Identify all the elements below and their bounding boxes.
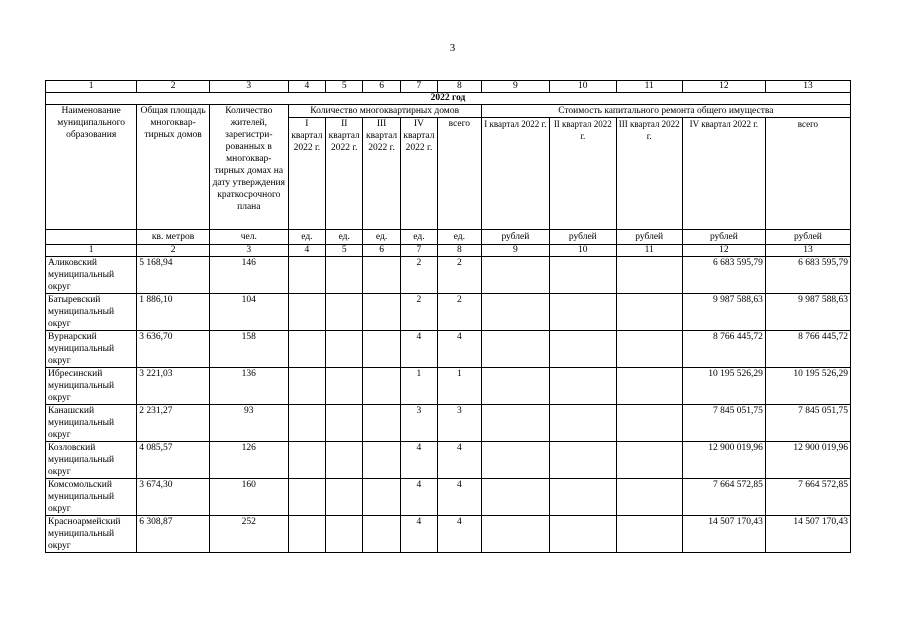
count-q1-cell (288, 331, 325, 368)
count-total-cell: 4 (438, 331, 482, 368)
cost-total-cell: 10 195 526,29 (765, 368, 850, 405)
unit-cell: рублей (481, 230, 549, 245)
count-q1-cell (288, 516, 325, 553)
column-number: 1 (46, 245, 137, 257)
municipality-name: Вурнарский муниципальный округ (46, 331, 137, 368)
cost-q2-cell (550, 331, 616, 368)
area-cell: 1 886,10 (137, 294, 210, 331)
area-cell: 3 674,30 (137, 479, 210, 516)
column-number: 7 (400, 245, 437, 257)
count-total-cell: 4 (438, 516, 482, 553)
cost-q3-cell (616, 257, 682, 294)
cost-q1-cell (481, 368, 549, 405)
cost-q3-cell (616, 516, 682, 553)
header-cost-col: II квартал 2022 г. (550, 118, 616, 230)
header-area: Общая площадь многоквар-тирных домов (137, 105, 210, 230)
header-cost-col: I квартал 2022 г. (481, 118, 549, 230)
unit-cell: рублей (682, 230, 765, 245)
municipality-name: Аликовский муниципальный округ (46, 257, 137, 294)
residents-cell: 252 (209, 516, 288, 553)
cost-q3-cell (616, 442, 682, 479)
column-number: 4 (288, 81, 325, 93)
unit-cell: чел. (209, 230, 288, 245)
column-number: 12 (682, 245, 765, 257)
column-number-row (46, 81, 851, 93)
unit-cell: ед. (363, 230, 400, 245)
municipality-name: Красноармейский муниципальный округ (46, 516, 137, 553)
count-q3-cell (363, 442, 400, 479)
residents-cell: 136 (209, 368, 288, 405)
count-q4-cell: 3 (400, 405, 437, 442)
residents-cell: 158 (209, 331, 288, 368)
count-q1-cell (288, 479, 325, 516)
header-cost-col: III квартал 2022 г. (616, 118, 682, 230)
residents-cell: 93 (209, 405, 288, 442)
area-cell: 3 221,03 (137, 368, 210, 405)
column-number: 6 (363, 81, 400, 93)
column-number: 10 (550, 245, 616, 257)
column-number: 13 (765, 81, 850, 93)
table-row (46, 368, 851, 405)
cost-q4-cell: 12 900 019,96 (682, 442, 765, 479)
cost-q1-cell (481, 516, 549, 553)
count-total-cell: 2 (438, 294, 482, 331)
cost-q3-cell (616, 479, 682, 516)
count-q4-cell: 4 (400, 479, 437, 516)
count-total-cell: 4 (438, 479, 482, 516)
count-q2-cell (326, 479, 363, 516)
header-count-col: IV квартал 2022 г. (400, 118, 437, 230)
cost-total-cell: 14 507 170,43 (765, 516, 850, 553)
column-number: 9 (481, 81, 549, 93)
header-cost-col: всего (765, 118, 850, 230)
header-count-group: Количество многоквартирных домов (288, 105, 481, 118)
cost-q4-cell: 6 683 595,79 (682, 257, 765, 294)
count-q1-cell (288, 257, 325, 294)
count-q4-cell: 2 (400, 294, 437, 331)
count-q2-cell (326, 368, 363, 405)
residents-cell: 126 (209, 442, 288, 479)
municipality-name: Канашский муниципальный округ (46, 405, 137, 442)
count-q4-cell: 2 (400, 257, 437, 294)
year-label: 2022 год (46, 93, 851, 105)
header-cost-group: Стоимость капитального ремонта общего имущества (481, 105, 850, 118)
residents-cell: 160 (209, 479, 288, 516)
header-count-col: III квартал 2022 г. (363, 118, 400, 230)
cost-total-cell: 12 900 019,96 (765, 442, 850, 479)
count-q2-cell (326, 442, 363, 479)
count-total-cell: 3 (438, 405, 482, 442)
cost-q4-cell: 10 195 526,29 (682, 368, 765, 405)
unit-cell: ед. (288, 230, 325, 245)
header-row-group (46, 105, 851, 118)
area-cell: 5 168,94 (137, 257, 210, 294)
cost-total-cell: 8 766 445,72 (765, 331, 850, 368)
unit-cell: ед. (326, 230, 363, 245)
count-q4-cell: 4 (400, 331, 437, 368)
column-number: 1 (46, 81, 137, 93)
cost-q1-cell (481, 257, 549, 294)
area-cell: 6 308,87 (137, 516, 210, 553)
column-number: 4 (288, 245, 325, 257)
count-q3-cell (363, 368, 400, 405)
column-number: 10 (550, 81, 616, 93)
count-q3-cell (363, 257, 400, 294)
table-row (46, 294, 851, 331)
column-number: 13 (765, 245, 850, 257)
column-number: 5 (326, 245, 363, 257)
column-number-row-2 (46, 245, 851, 257)
count-q2-cell (326, 331, 363, 368)
count-q2-cell (326, 405, 363, 442)
page-number: 3 (449, 42, 456, 54)
header-cost-col: IV квартал 2022 г. (682, 118, 765, 230)
column-number: 6 (363, 245, 400, 257)
column-number: 3 (209, 81, 288, 93)
count-q3-cell (363, 516, 400, 553)
cost-q4-cell: 9 987 588,63 (682, 294, 765, 331)
cost-q2-cell (550, 479, 616, 516)
cost-q2-cell (550, 516, 616, 553)
unit-cell: рублей (550, 230, 616, 245)
area-cell: 4 085,57 (137, 442, 210, 479)
cost-total-cell: 6 683 595,79 (765, 257, 850, 294)
unit-cell: кв. метров (137, 230, 210, 245)
count-q4-cell: 4 (400, 442, 437, 479)
municipality-name: Козловский муниципальный округ (46, 442, 137, 479)
header-count-col: всего (438, 118, 482, 230)
count-q3-cell (363, 405, 400, 442)
cost-total-cell: 7 664 572,85 (765, 479, 850, 516)
cost-q1-cell (481, 479, 549, 516)
column-number: 9 (481, 245, 549, 257)
column-number: 2 (137, 245, 210, 257)
cost-q3-cell (616, 368, 682, 405)
unit-cell (46, 230, 137, 245)
count-q2-cell (326, 516, 363, 553)
header-count-col: I квартал 2022 г. (288, 118, 325, 230)
count-total-cell: 2 (438, 257, 482, 294)
cost-q2-cell (550, 405, 616, 442)
municipality-name: Батыревский муниципальный округ (46, 294, 137, 331)
column-number: 8 (438, 81, 482, 93)
area-cell: 3 636,70 (137, 331, 210, 368)
count-q1-cell (288, 405, 325, 442)
cost-total-cell: 7 845 051,75 (765, 405, 850, 442)
unit-cell: рублей (765, 230, 850, 245)
municipality-name: Комсомольский муниципальный округ (46, 479, 137, 516)
unit-cell: ед. (438, 230, 482, 245)
cost-q1-cell (481, 331, 549, 368)
unit-cell: ед. (400, 230, 437, 245)
unit-cell: рублей (616, 230, 682, 245)
table-row (46, 442, 851, 479)
cost-q1-cell (481, 442, 549, 479)
count-q3-cell (363, 294, 400, 331)
column-number: 2 (137, 81, 210, 93)
units-row (46, 230, 851, 245)
cost-q4-cell: 7 664 572,85 (682, 479, 765, 516)
municipality-name: Ибресинский муниципальный округ (46, 368, 137, 405)
count-q3-cell (363, 479, 400, 516)
count-q2-cell (326, 294, 363, 331)
header-residents: Количество жителей, зарегистри-рованных в многоквар-тирных домах на дату утверждения краткосрочного плана (209, 105, 288, 230)
table-row (46, 331, 851, 368)
cost-q2-cell (550, 368, 616, 405)
count-total-cell: 1 (438, 368, 482, 405)
cost-total-cell: 9 987 588,63 (765, 294, 850, 331)
cost-q4-cell: 7 845 051,75 (682, 405, 765, 442)
column-number: 11 (616, 245, 682, 257)
table-row (46, 257, 851, 294)
cost-q1-cell (481, 294, 549, 331)
count-q3-cell (363, 331, 400, 368)
count-q4-cell: 4 (400, 516, 437, 553)
column-number: 3 (209, 245, 288, 257)
count-q2-cell (326, 257, 363, 294)
residents-cell: 104 (209, 294, 288, 331)
capital-repair-table (45, 80, 851, 553)
cost-q2-cell (550, 294, 616, 331)
column-number: 7 (400, 81, 437, 93)
count-q1-cell (288, 442, 325, 479)
column-number: 11 (616, 81, 682, 93)
count-q1-cell (288, 294, 325, 331)
column-number: 12 (682, 81, 765, 93)
column-number: 5 (326, 81, 363, 93)
header-name: Наименование муниципального образования (46, 105, 137, 230)
header-count-col: II квартал 2022 г. (326, 118, 363, 230)
count-q1-cell (288, 368, 325, 405)
table-row (46, 479, 851, 516)
cost-q3-cell (616, 294, 682, 331)
cost-q2-cell (550, 442, 616, 479)
column-number: 8 (438, 245, 482, 257)
cost-q4-cell: 8 766 445,72 (682, 331, 765, 368)
cost-q3-cell (616, 405, 682, 442)
cost-q3-cell (616, 331, 682, 368)
count-q4-cell: 1 (400, 368, 437, 405)
cost-q1-cell (481, 405, 549, 442)
cost-q4-cell: 14 507 170,43 (682, 516, 765, 553)
count-total-cell: 4 (438, 442, 482, 479)
year-row (46, 93, 851, 105)
cost-q2-cell (550, 257, 616, 294)
residents-cell: 146 (209, 257, 288, 294)
table-row (46, 516, 851, 553)
area-cell: 2 231,27 (137, 405, 210, 442)
table-row (46, 405, 851, 442)
